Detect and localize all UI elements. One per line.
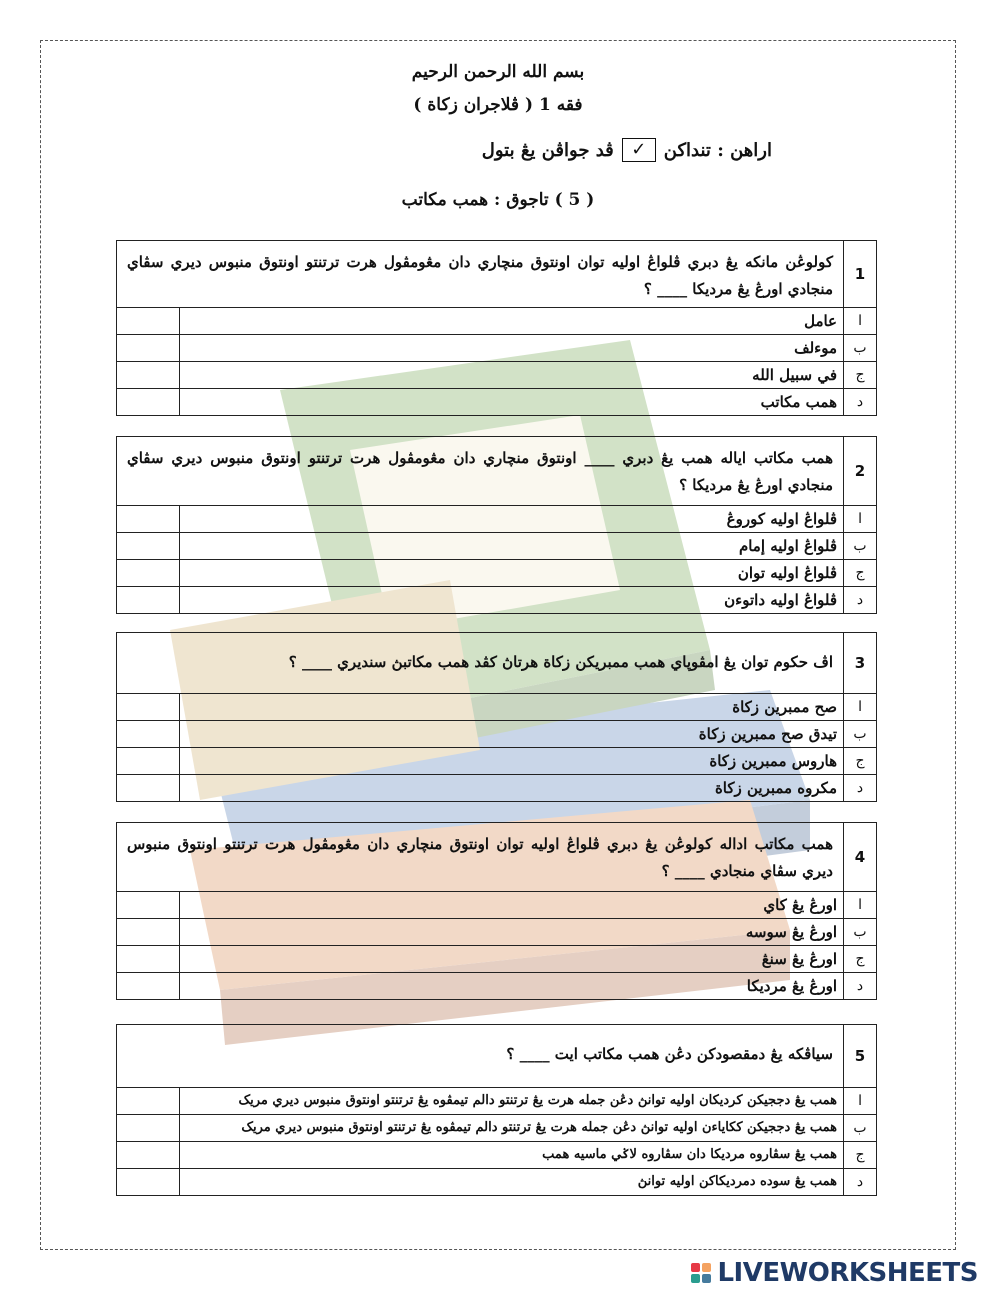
answer-box[interactable] xyxy=(117,533,179,559)
question-number: 3 xyxy=(843,633,876,693)
option-text: في سبيل الله xyxy=(179,362,843,388)
answer-box[interactable] xyxy=(117,362,179,388)
option-text: صح ممبرين زکاة xyxy=(179,694,843,720)
worksheet-title: فقه 1 ( ڤلاجران زكاة ) xyxy=(413,95,583,115)
option-text: تيدق صح ممبرين زکاة xyxy=(179,721,843,747)
answer-box[interactable] xyxy=(117,308,179,334)
option-row[interactable] xyxy=(117,892,876,919)
option-row[interactable] xyxy=(117,389,876,415)
option-letter: د xyxy=(843,775,876,801)
question-2 xyxy=(116,436,877,614)
option-letter: ا xyxy=(843,892,876,918)
question-number: 4 xyxy=(843,823,876,891)
option-row[interactable] xyxy=(117,362,876,389)
option-row[interactable] xyxy=(117,748,876,775)
option-row[interactable] xyxy=(117,694,876,721)
option-text: همب يڠ سڤاروه مرديکا دان سڤاروه لاݢي ماسيه همب xyxy=(179,1142,843,1168)
option-text: مکروه ممبرين زکاة xyxy=(179,775,843,801)
option-row[interactable] xyxy=(117,1169,876,1195)
question-1 xyxy=(116,240,877,416)
topic-heading: ( 5 ) تاجوق : همب مکاتب xyxy=(401,190,595,210)
option-text: اورڠ يڠ سنڠ xyxy=(179,946,843,972)
question-text: سياڤکه يڠ دمقصودکن دڠن همب مکاتب ايت ____ ؟ xyxy=(506,1045,833,1063)
option-row[interactable] xyxy=(117,533,876,560)
answer-box[interactable] xyxy=(117,892,179,918)
option-row[interactable] xyxy=(117,721,876,748)
option-letter: ب xyxy=(843,1115,876,1141)
option-letter: ا xyxy=(843,308,876,334)
option-letter: ا xyxy=(843,1088,876,1114)
basmala-heading: بسم الله الرحمن الرحيم xyxy=(411,62,585,82)
option-text: ڤلواڠ اوليه داتوءن xyxy=(179,587,843,613)
question-4 xyxy=(116,822,877,1000)
question-text: همب مکاتب اداله کولوڠن يڠ دبري ڤلواڠ اوليه توان اونتوق منچاري دان مڠومڤول هرت ترتنتو اونتوق منبوس ديري سڤاي منجادي ____ ؟ xyxy=(127,835,833,880)
option-row[interactable] xyxy=(117,973,876,999)
option-text: اورڠ يڠ سوسه xyxy=(179,919,843,945)
answer-box[interactable] xyxy=(117,1088,179,1114)
option-row[interactable] xyxy=(117,1142,876,1169)
option-text: همب مکاتب xyxy=(179,389,843,415)
option-letter: ج xyxy=(843,362,876,388)
answer-box[interactable] xyxy=(117,335,179,361)
option-row[interactable] xyxy=(117,1115,876,1142)
question-5 xyxy=(116,1024,877,1196)
option-row[interactable] xyxy=(117,308,876,335)
answer-box[interactable] xyxy=(117,506,179,532)
option-letter: ج xyxy=(843,560,876,586)
question-3 xyxy=(116,632,877,802)
option-text: همب يڠ دججيکن کرديکان اوليه توانڽ دڠن جمله هرت يڠ ترتنتو دالم تيمڤوه يڠ ترتنتو اونتوق منبوس ديري مريک xyxy=(179,1088,843,1114)
option-row[interactable] xyxy=(117,335,876,362)
instruction-line xyxy=(482,138,772,162)
option-row[interactable] xyxy=(117,775,876,801)
option-letter: ج xyxy=(843,1142,876,1168)
option-letter: د xyxy=(843,973,876,999)
answer-box[interactable] xyxy=(117,1115,179,1141)
answer-box[interactable] xyxy=(117,1169,179,1195)
option-text: اورڠ يڠ مرديکا xyxy=(179,973,843,999)
answer-box[interactable] xyxy=(117,919,179,945)
instruction-suffix: ڤد جواڤن يڠ بتول xyxy=(481,139,614,161)
option-text: هاروس ممبرين زکاة xyxy=(179,748,843,774)
option-text: همب يڠ سوده دمرديکاکن اوليه توانڽ xyxy=(179,1169,843,1195)
option-row[interactable] xyxy=(117,587,876,613)
liveworksheets-logo-icon xyxy=(691,1263,711,1283)
option-text: ڤلواڠ اوليه إمام xyxy=(179,533,843,559)
option-text: همب يڠ دججيکن ککاياءن اوليه توانڽ دڠن جمله هرت يڠ ترتنتو دالم تيمڤوه يڠ ترتنتو اونتوق منبوس ديري مريک xyxy=(179,1115,843,1141)
option-text: ڤلواڠ اوليه کوروڠ xyxy=(179,506,843,532)
brand-name: LIVEWORKSHEETS xyxy=(717,1258,978,1288)
option-row[interactable] xyxy=(117,919,876,946)
option-letter: ب xyxy=(843,919,876,945)
liveworksheets-footer[interactable] xyxy=(691,1258,978,1288)
option-row[interactable] xyxy=(117,560,876,587)
answer-box[interactable] xyxy=(117,946,179,972)
option-letter: ج xyxy=(843,748,876,774)
question-number: 2 xyxy=(843,437,876,505)
question-number: 5 xyxy=(843,1025,876,1087)
question-text: همب مکاتب اياله همب يڠ دبري ____ اونتوق منچاري دان مڠومڤول هرت ترتنتو اونتوق منبوس ديري سڤاي منجادي اورڠ يڠ مرديکا ؟ xyxy=(127,449,833,494)
option-row[interactable] xyxy=(117,506,876,533)
option-letter: د xyxy=(843,587,876,613)
option-letter: د xyxy=(843,389,876,415)
option-text: اورڠ يڠ کاي xyxy=(179,892,843,918)
answer-box[interactable] xyxy=(117,389,179,415)
answer-box[interactable] xyxy=(117,694,179,720)
option-row[interactable] xyxy=(117,946,876,973)
option-letter: ب xyxy=(843,533,876,559)
check-mark-icon: ✓ xyxy=(622,138,656,162)
option-text: عامل xyxy=(179,308,843,334)
question-number: 1 xyxy=(843,241,876,307)
option-text: ڤلواڠ اوليه توان xyxy=(179,560,843,586)
answer-box[interactable] xyxy=(117,973,179,999)
option-letter: د xyxy=(843,1169,876,1195)
answer-box[interactable] xyxy=(117,721,179,747)
option-letter: ا xyxy=(843,506,876,532)
instruction-prefix: اراهن : تنداکن xyxy=(663,139,772,161)
answer-box[interactable] xyxy=(117,748,179,774)
option-letter: ب xyxy=(843,721,876,747)
option-letter: ج xyxy=(843,946,876,972)
answer-box[interactable] xyxy=(117,587,179,613)
option-letter: ب xyxy=(843,335,876,361)
answer-box[interactable] xyxy=(117,775,179,801)
option-row[interactable] xyxy=(117,1088,876,1115)
answer-box[interactable] xyxy=(117,560,179,586)
question-text: اڤ حکوم توان يڠ امڤوڽاي همب ممبريکن زکاة هرتاڽ کڤد همب مکاتبڽ سنديري ____ ؟ xyxy=(288,653,833,671)
answer-box[interactable] xyxy=(117,1142,179,1168)
option-text: موءلف xyxy=(179,335,843,361)
question-text: کولوڠن مانکه يڠ دبري ڤلواڠ اوليه توان اونتوق منچاري دان مڠومڤول هرت ترتنتو اونتوق منبوس ديري سڤاي منجادي اورڠ يڠ مرديکا ____ ؟ xyxy=(127,253,833,298)
option-letter: ا xyxy=(843,694,876,720)
